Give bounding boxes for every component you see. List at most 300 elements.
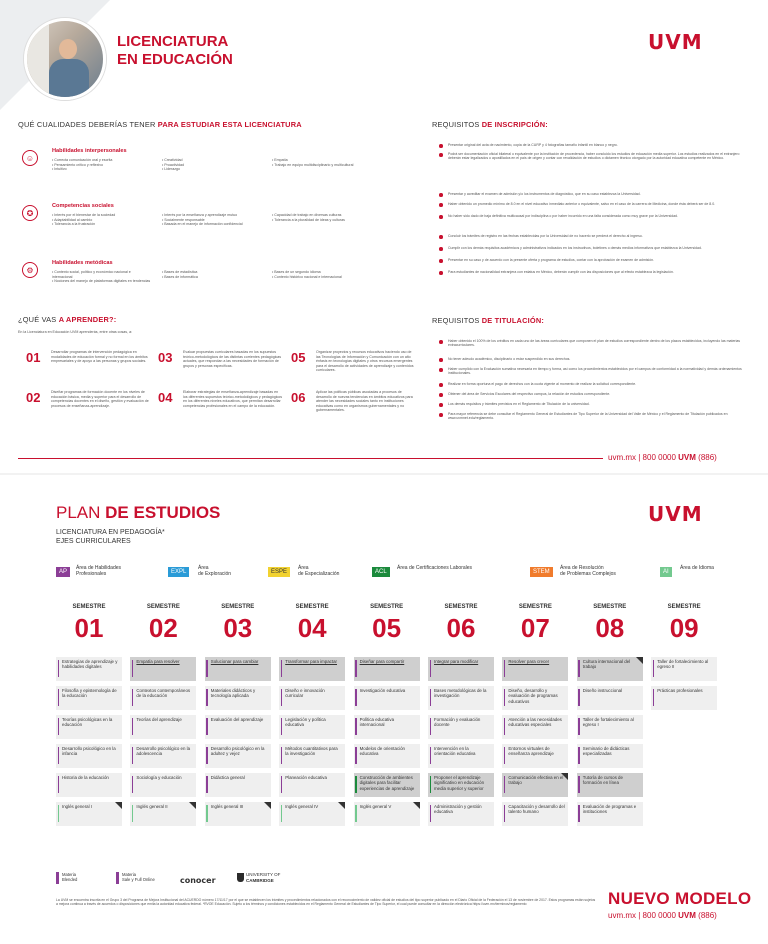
requirement-text: Presentar original del acta de nacimiento, copia de la CURP y 4 fotografías tamaño infantil en blanco y negro. <box>448 143 618 147</box>
requirement-item <box>448 192 748 196</box>
conocer-logo: conocer <box>180 876 216 885</box>
semester-label: SEMESTRE <box>146 604 180 610</box>
course-cell[interactable] <box>205 802 271 826</box>
bullet-icon <box>439 215 443 219</box>
teacher-photo <box>24 18 106 100</box>
area-marker <box>132 689 134 706</box>
area-marker <box>132 805 134 822</box>
modality-label-line: Materia <box>62 872 76 877</box>
course-name: Teorías psicológicas en la educación <box>62 717 113 728</box>
bullet-icon <box>439 413 443 417</box>
course-name: Diseñar para compartir <box>359 659 405 664</box>
course-cell[interactable] <box>577 715 643 739</box>
bullet-icon <box>439 247 443 251</box>
area-marker <box>355 660 357 677</box>
course-cell[interactable] <box>279 744 345 768</box>
course-name: Inglés general I <box>62 804 93 809</box>
quality-item: • Pensamiento crítico y reflexivo <box>52 163 152 168</box>
course-cell[interactable] <box>502 657 568 681</box>
uvm-logo-plan[interactable]: UVM <box>648 502 703 526</box>
learn-item-text: Organizar proyectos y recursos educativos haciendo uso de las Tecnologías de Información y Comunicación con un alto énfasis en tecnologías digitales y otros recursos emergentes para el desarrollo de actividades de aprendizaje y contenidos curriculares. <box>316 350 414 373</box>
contact-brand: UVM <box>678 453 696 462</box>
page-separator <box>0 473 768 475</box>
quality-item: • Contexto histórico nacional e internacional <box>272 275 372 280</box>
course-cell[interactable] <box>428 715 494 739</box>
quality-item: • Basada en el manejo de información confidencial <box>162 222 262 227</box>
area-marker <box>281 718 283 735</box>
quality-item: • Correcta comunicación oral y escrita <box>52 158 152 163</box>
course-cell[interactable] <box>354 686 420 710</box>
learn-item-number: 03 <box>158 350 173 365</box>
plan-subtitle-1: LICENCIATURA EN PEDAGOGÍA* <box>56 529 165 536</box>
requirement-item <box>448 143 748 147</box>
plan-title-bold: DE ESTUDIOS <box>105 503 221 522</box>
course-cell[interactable] <box>130 686 196 710</box>
course-name: Construcción de ambientes digitales para facilitar experiencias de aprendizaje <box>359 775 415 791</box>
course-cell[interactable] <box>205 715 271 739</box>
area-marker <box>355 747 357 764</box>
course-name: Didáctica general <box>210 775 245 780</box>
area-marker <box>58 747 60 764</box>
quality-item: • Tolerancia a la pluralidad de ideas y culturas <box>272 218 372 223</box>
area-marker <box>58 689 60 706</box>
area-tag: EXPL <box>168 567 189 577</box>
course-cell[interactable] <box>279 802 345 826</box>
area-tag: STEM <box>530 567 553 577</box>
semester-label: SEMESTRE <box>667 604 701 610</box>
area-marker <box>578 747 580 764</box>
legal-footnote: La UVM se encuentra inscrita en el Grupo 3 del Programa de Mejora Institucional del ACUERDO número 17/11/17 por el que se establecen los trámites y procedimientos relacionados con el reconocimiento de validez oficial de estudios del tipo superior publicado en el Diario Oficial de la Federación el 13 de noviembre de 2017. Estos programas están sujetos a mejora continua a través de acuerdos o disposiciones que emita la autoridad educativa federal. *RVOE Educación. Sujeto a los términos y condiciones establecidos en el Reglamento General de Estudiantes de Tipo Superior, el cual puede consultar en la dirección electrónica https://uvm.mx/terminos/reglamento <box>56 898 596 907</box>
course-cell[interactable] <box>502 744 568 768</box>
area-tag: AI <box>660 567 672 577</box>
semester-number: 07 <box>520 613 550 643</box>
quality-group-title: Habilidades interpersonales <box>52 148 127 154</box>
learn-item-number: 01 <box>26 350 41 365</box>
course-cell[interactable] <box>56 715 122 739</box>
semester-number: 02 <box>148 613 178 643</box>
area-marker <box>504 805 506 822</box>
course-cell[interactable] <box>651 657 717 681</box>
requirement-item <box>448 382 748 386</box>
area-marker <box>58 805 60 822</box>
area-label-line: Profesionales <box>76 571 107 577</box>
course-cell[interactable] <box>56 773 122 797</box>
requirement-text: Podrá ser documentación oficial bilateral o equivalente por la institución de procedencia, haber concluido los estudios de educación media superior. Los estudios realizados en el extranjero deberán estar legalizados o apostillados en el país de origen y contar con revalidación de estudios o dictamen técnico otorgado por la autoridad educativa competente en México. <box>448 152 740 161</box>
corner-marker-icon <box>413 802 420 809</box>
course-cell[interactable] <box>577 657 643 681</box>
area-marker <box>206 689 208 706</box>
semester-number: 06 <box>446 613 476 643</box>
course-name: Teorías del aprendizaje <box>136 717 182 722</box>
course-name: Diseño instruccional <box>582 688 623 693</box>
course-cell[interactable] <box>279 715 345 739</box>
course-name: Evaluación del aprendizaje <box>210 717 264 722</box>
quality-list <box>52 158 152 172</box>
semester-label: SEMESTRE <box>593 604 627 610</box>
course-name: Resolver para crecer <box>508 659 550 664</box>
area-marker <box>281 689 283 706</box>
quality-item: • Interés por el bienestar de la sociedad <box>52 213 152 218</box>
learn-heading-bold: A APRENDER?: <box>58 315 117 324</box>
requirement-item <box>448 214 748 218</box>
semester-number: 03 <box>223 613 253 643</box>
quality-item: • Creatividad <box>162 158 262 163</box>
course-cell[interactable] <box>428 657 494 681</box>
qualities-heading <box>18 120 302 129</box>
learn-item-number: 02 <box>26 390 41 405</box>
course-name: Desarrollo psicológico en la adultez y vejez <box>210 746 265 757</box>
area-marker <box>504 747 506 764</box>
requirement-text: Cumplir con los demás requisitos académicos y administrativos indicados en los instructivos, boletines o demás medios informativos que establezca la Universidad. <box>448 246 702 250</box>
modality-marker <box>56 872 59 884</box>
modality-label <box>62 872 77 883</box>
requirement-item <box>448 392 748 396</box>
area-marker <box>132 718 134 735</box>
requirement-item <box>448 246 748 250</box>
learn-item-text: Diseñar programas de formación docente en los niveles de educación básica, media y superior para el desarrollo de competencias docentes en el diseño, gestión y evaluación de procesos de enseñanza-aprendizaje. <box>51 390 149 408</box>
requirement-text: Concluir los trámites de registro en las fechas establecidas por la Universidad de no hacerlo se perderá el derecho al ingreso. <box>448 234 643 238</box>
nuevo-modelo-label: NUEVO MODELO <box>608 889 752 908</box>
course-name: Transformar para impactar <box>285 659 337 664</box>
bullet-icon <box>439 383 443 387</box>
area-marker <box>132 660 134 677</box>
learn-item-number: 04 <box>158 390 173 405</box>
quality-item: • Nociones del manejo de plataformas digitales en tendencias <box>52 279 152 284</box>
title-line-1: LICENCIATURA <box>117 33 229 50</box>
corner-marker-icon <box>338 802 345 809</box>
quality-item: • Socialmente responsable <box>162 218 262 223</box>
course-name: Métodos cuantitativos para la investigación <box>285 746 338 757</box>
area-marker <box>281 805 283 822</box>
titulacion-heading <box>432 316 544 325</box>
area-marker <box>504 660 506 677</box>
area-tag: ESPE <box>268 567 290 577</box>
area-marker <box>132 776 134 793</box>
course-cell[interactable] <box>56 657 122 681</box>
area-marker <box>281 747 283 764</box>
course-cell[interactable] <box>205 657 271 681</box>
course-cell[interactable] <box>577 744 643 768</box>
course-name: Diseño, desarrollo y evaluación de programas educativos <box>508 688 558 704</box>
titulacion-heading-pre: REQUISITOS <box>432 316 482 325</box>
course-name: Taller de fortalecimiento al egreso II <box>657 659 709 670</box>
area-label <box>680 565 768 571</box>
area-label <box>397 565 517 571</box>
course-cell[interactable] <box>428 802 494 826</box>
contact-bar-top[interactable] <box>608 453 717 462</box>
course-cell[interactable] <box>428 686 494 710</box>
contact-separator: | <box>638 911 641 920</box>
area-marker <box>206 660 208 677</box>
area-marker <box>578 776 580 793</box>
contact-site[interactable]: uvm.mx <box>608 453 636 462</box>
area-marker <box>430 805 432 822</box>
quality-item: • Empatía <box>272 158 372 163</box>
course-cell[interactable] <box>279 657 345 681</box>
course-cell[interactable] <box>354 773 420 797</box>
course-cell[interactable] <box>502 773 568 797</box>
course-name: Administración y gestión educativa <box>434 804 482 815</box>
quality-item: • Bases de un segundo idioma <box>272 270 372 275</box>
quality-list <box>52 270 152 284</box>
bullet-icon <box>439 193 443 197</box>
requirement-text: No tener adeudo académico, disciplinario o estar suspendido en sus derechos. <box>448 357 571 361</box>
area-marker <box>58 776 60 793</box>
bullet-icon <box>439 235 443 239</box>
quality-list <box>272 158 372 167</box>
area-marker <box>430 718 432 735</box>
corner-marker-icon <box>189 802 196 809</box>
course-name: Contextos contemporáneos de la educación <box>136 688 191 699</box>
course-cell[interactable] <box>279 773 345 797</box>
area-marker <box>578 805 580 822</box>
course-name: Prácticas profesionales <box>657 688 703 693</box>
requirement-text: Haber obtenido el 100% de los créditos en cada uno de las áreas curriculares que componen el plan de estudios correspondiente dentro de los plazos establecidos, incluyendo las materias extracurriculares. <box>448 339 741 348</box>
area-marker <box>355 805 357 822</box>
semester-label: SEMESTRE <box>444 604 478 610</box>
course-name: Investigación educativa <box>359 688 406 693</box>
requirement-text: Presentar en su caso y de acuerdo con la presente oferta y programa de estudios, contar con la aprobación de examen de admisión. <box>448 258 655 262</box>
area-marker <box>504 776 506 793</box>
learn-item-text: Aplicar las políticas públicas asociadas a procesos de desarrollo de nuevas tendencias en ámbitos educativos para atender las necesidades sociales tanto en instituciones educativas como en organismos gubernamentales y no gubernamentales. <box>316 390 413 413</box>
course-cell[interactable] <box>279 686 345 710</box>
quality-group-title: Habilidades metódicas <box>52 260 113 266</box>
course-name: Desarrollo psicológico en la infancia <box>62 746 116 757</box>
area-marker <box>504 689 506 706</box>
course-name: Cultura internacional del trabajo <box>582 659 631 670</box>
people-icon: ☺ <box>22 150 38 166</box>
course-name: Desarrollo psicológico en la adolescencia <box>136 746 191 757</box>
quality-group-title: Competencias sociales <box>52 203 114 209</box>
requirement-text: Haber obtenido un promedio mínimo de 8.0 en el nivel educativo inmediato anterior o equivalente, salvo en el caso de la carrera de Medicina, donde ésta deberá ser de 8.0. <box>448 202 716 206</box>
course-name: Planeación educativa <box>285 775 327 780</box>
quality-item: • Trabajo en equipo multidisciplinario y multicultural <box>272 163 372 168</box>
area-marker <box>430 776 432 793</box>
course-name: Política educativa internacional <box>359 717 395 728</box>
course-name: Atención a las necesidades educativas especiales <box>508 717 562 728</box>
title-line-2: EN EDUCACIÓN <box>117 51 233 68</box>
bullet-icon <box>439 271 443 275</box>
modality-label-line: Blended <box>62 877 78 883</box>
divider-line <box>18 458 603 459</box>
quality-item: • Tolerancia a la frustración <box>52 222 152 227</box>
area-tag: AP <box>56 567 70 577</box>
requirement-text: No haber sido dado de baja definitiva multicausal por indisciplina o por haber incurrido en una falta considerada como muy grave por la Universidad. <box>448 214 678 218</box>
course-name: Taller de fortalecimiento al egreso I <box>582 717 634 728</box>
requirement-item <box>448 402 748 406</box>
course-name: Modelos de orientación educativa <box>359 746 405 757</box>
course-name: Estrategias de aprendizaje y habilidades digitales <box>62 659 118 670</box>
contact-separator: | <box>638 453 641 462</box>
area-marker <box>653 660 655 677</box>
course-cell[interactable] <box>428 773 494 797</box>
area-label-line: Área <box>298 565 309 571</box>
course-cell[interactable] <box>577 686 643 710</box>
area-marker <box>58 660 60 677</box>
course-cell[interactable] <box>354 715 420 739</box>
quality-item: • Liderazgo <box>162 167 262 172</box>
learn-item-number: 05 <box>291 350 306 365</box>
course-cell[interactable] <box>651 686 717 710</box>
course-name: Solucionar para cambiar <box>210 659 259 664</box>
course-cell[interactable] <box>502 802 568 826</box>
requirement-text: Realizar en forma oportuna el pago de derechos con la cuota vigente al momento de realizar la solicitud correspondiente. <box>448 382 637 386</box>
modality-label-line: Sale y Full Online <box>122 877 155 883</box>
quality-list <box>162 213 262 227</box>
corner-marker-icon <box>115 802 122 809</box>
course-cell[interactable] <box>205 686 271 710</box>
course-name: Evaluación de programas e instituciones <box>582 804 637 815</box>
semester-label: SEMESTRE <box>370 604 404 610</box>
contact-brand: UVM <box>678 911 696 920</box>
course-cell[interactable] <box>354 744 420 768</box>
area-marker <box>58 718 60 735</box>
contact-code: (886) <box>698 453 717 462</box>
course-name: Integrar para modificar <box>434 659 479 664</box>
requirement-item <box>448 270 748 274</box>
learn-heading <box>18 315 116 324</box>
course-cell[interactable] <box>130 744 196 768</box>
course-cell[interactable] <box>130 657 196 681</box>
requirement-item <box>448 234 748 238</box>
quality-item: • Proactividad <box>162 163 262 168</box>
bullet-icon <box>439 368 443 372</box>
modality-label-line: Materia <box>122 872 136 877</box>
plan-subtitle <box>56 528 165 546</box>
contact-phone[interactable]: 800 0000 <box>642 453 676 462</box>
area-marker <box>355 776 357 793</box>
course-cell[interactable] <box>56 802 122 826</box>
course-cell[interactable] <box>502 715 568 739</box>
uvm-logo[interactable]: UVM <box>648 30 703 54</box>
bullet-icon <box>439 259 443 263</box>
contact-site[interactable]: uvm.mx <box>608 911 636 920</box>
course-cell[interactable] <box>205 744 271 768</box>
area-label-line: Área de Certificaciones Laborales <box>397 565 473 571</box>
semester-label: SEMESTRE <box>221 604 255 610</box>
contact-code: (886) <box>698 911 717 920</box>
titulacion-heading-bold: DE TITULACIÓN: <box>481 316 545 325</box>
course-cell[interactable] <box>56 744 122 768</box>
semester-label: SEMESTRE <box>518 604 552 610</box>
area-marker <box>206 718 208 735</box>
semester-label: SEMESTRE <box>295 604 329 610</box>
quality-list <box>162 158 262 172</box>
semester-number: 09 <box>669 613 699 643</box>
course-cell[interactable] <box>428 744 494 768</box>
course-name: Inglés general V <box>359 804 392 809</box>
semester-number: 04 <box>297 613 327 643</box>
area-marker <box>504 718 506 735</box>
course-name: Tutoría de cursos de formación en línea <box>582 775 623 786</box>
course-cell[interactable] <box>502 686 568 710</box>
area-label-line: de Especialización <box>298 571 340 577</box>
course-cell[interactable] <box>577 773 643 797</box>
learn-item-text: Desarrollar programas de intervención pedagógica en modalidades de educación formal y no formal en los ámbitos empresariales y de apoyo a las personas y grupos sociales. <box>51 350 148 364</box>
area-marker <box>132 747 134 764</box>
plan-title-pre: PLAN <box>56 503 106 522</box>
learn-item-number: 06 <box>291 390 306 405</box>
course-cell[interactable] <box>205 773 271 797</box>
area-label-line: Área de Habilidades <box>76 565 122 571</box>
area-marker <box>578 718 580 735</box>
requirement-text: Para mayor referencia se debe consultar el Reglamento General de Estudiantes de Tipo Superior de la Universidad del Valle de México y el Reglamento de Titulación publicados en www.uvmnet.edu/reglamento. <box>448 412 728 421</box>
requirement-item <box>448 202 748 206</box>
course-cell[interactable] <box>354 657 420 681</box>
course-name: Inglés general III <box>210 804 244 809</box>
course-cell[interactable] <box>577 802 643 826</box>
course-name: Inglés general IV <box>285 804 319 809</box>
requirement-item <box>448 339 748 348</box>
modality-label <box>122 872 155 883</box>
area-label-line: de Exploración <box>198 571 232 577</box>
contact-bar-bottom[interactable] <box>608 911 717 920</box>
area-label-line: Área de Resolución <box>560 565 604 571</box>
learn-heading-pre: ¿QUÉ VAS <box>18 315 59 324</box>
bullet-icon <box>439 144 443 148</box>
cambridge-line-2: CAMBRIDGE <box>246 877 274 883</box>
course-name: Entornos virtuales de enseñanza aprendizaje <box>508 746 554 757</box>
inscripcion-heading-bold: DE INSCRIPCIÓN: <box>481 120 548 129</box>
requirement-item <box>448 258 748 262</box>
requirement-item <box>448 152 748 161</box>
area-label-line: Área <box>198 565 209 571</box>
course-name: Intervención en la orientación educativa <box>434 746 476 757</box>
requirement-text: Para estudiantes de nacionalidad extranjera con estatus en México, deberán cumplir con las disposiciones que al efecto establezca la legislación. <box>448 270 674 274</box>
contact-phone[interactable]: 800 0000 <box>642 911 676 920</box>
course-cell[interactable] <box>130 715 196 739</box>
quality-item: • Adaptabilidad al cambio <box>52 218 152 223</box>
area-tag: ACL <box>372 567 390 577</box>
area-marker <box>430 747 432 764</box>
course-name: Legislación y política educativa <box>285 717 326 728</box>
course-name: Bases metodológicas de la investigación <box>434 688 487 699</box>
modality-marker <box>116 872 119 884</box>
bullet-icon <box>439 340 443 344</box>
course-name: Sociología y educación <box>136 775 182 780</box>
course-name: Seminario de didácticas especializadas <box>582 746 630 757</box>
gears-icon: ⚙ <box>22 262 38 278</box>
requirement-item <box>448 357 748 361</box>
course-cell[interactable] <box>130 802 196 826</box>
quality-list <box>272 213 372 222</box>
course-cell[interactable] <box>354 802 420 826</box>
area-marker <box>578 689 580 706</box>
course-cell[interactable] <box>56 686 122 710</box>
course-cell[interactable] <box>130 773 196 797</box>
area-marker <box>281 660 283 677</box>
inscripcion-heading <box>432 120 548 129</box>
requirement-item <box>448 412 748 421</box>
course-name: Empatía para resolver <box>136 659 180 664</box>
cambridge-line-1: UNIVERSITY OF <box>246 872 281 877</box>
bullet-icon <box>439 403 443 407</box>
award-icon: ✪ <box>22 205 38 221</box>
area-marker <box>355 718 357 735</box>
page-title <box>117 33 233 69</box>
area-marker <box>578 660 580 677</box>
area-label-line: de Problemas Complejos <box>560 571 616 577</box>
course-name: Formación y evaluación docente <box>434 717 481 728</box>
semester-number: 08 <box>595 613 625 643</box>
quality-item: • Interés por la enseñanza y aprendizaje mutuo <box>162 213 262 218</box>
bullet-icon <box>439 153 443 157</box>
bullet-icon <box>439 393 443 397</box>
bullet-icon <box>439 358 443 362</box>
plan-title <box>56 503 220 523</box>
quality-list <box>162 270 262 279</box>
quality-item: • Capacidad de trabajo en diversas culturas <box>272 213 372 218</box>
